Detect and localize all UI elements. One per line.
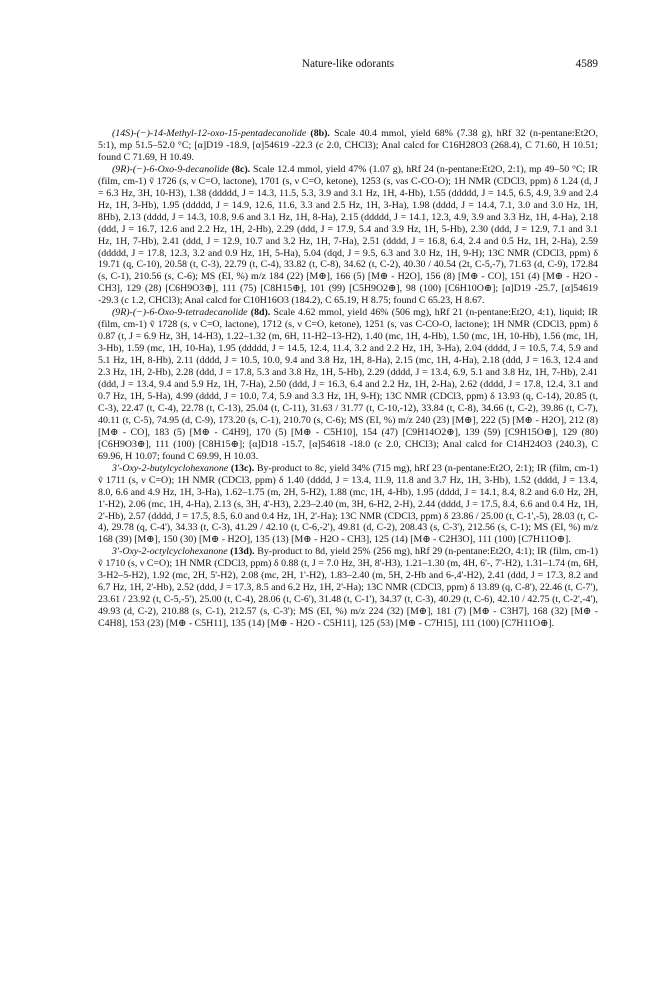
paragraph-text: By-product to 8c, yield 34% (715 mg), hRf 23 (n-pentane:Et2O, 2:1); IR (film, cm-1) ṽ 1711 (s, ν C=O); 1H NMR (CDCl3, ppm) δ 1.40 (dddd, J = 13.4, 11.9, 11.8 and 3.7 Hz, 1H, 3-Hb), 1.52 (dddd, J = 13.4, 8.0, 6.6 and 4.9 Hz, 1H, 3-Ha), 1.62–1.75 (m, 2H, 5-H2), 1.88 (mc, 1H, 4-Hb), 1.95 (dddd, J = 14.1, 8.4, 8.2 and 6.0 Hz, 2H, 1'-H2), 2.06 (mc, 1H, 4-Ha), 2.13 (s, 3H, 4'-H3), 2.23–2.40 (m, 3H, 6-H2, 2-H), 2.44 (dddd, J = 17.5, 8.4, 6.6 and 0.4 Hz, 1H, 2'-Hb), 2.57 (dddd, J = 17.5, 8.5, 6.0 and 0.4 Hz, 1H, 2'-Ha); 13C NMR (CDCl3, ppm) δ 23.86 / 25.00 (t, C-1',-5), 28.03 (t, C-4), 29.78 (q, C-4'), 34.33 (t, C-3), 41.29 / 42.10 (t, C-6,-2'), 49.81 (d, C-2), 208.43 (s, C-3'), 212.56 (s, C-1); MS (EI, %) m/z 168 (39) [M⊕], 150 (30) [M⊕ - H2O], 135 (13) [M⊕ - H2O - CH3], 125 (14) [M⊕ - C2H3O], 111 (100) [C7H11O⊕]. <box>98 462 599 546</box>
compound-code: (8c). <box>231 163 251 175</box>
compound-name: (14S)-(−)-14-Methyl-12-oxo-15-pentadecanolide <box>112 128 307 139</box>
compound-name: (9R)-(−)-6-Oxo-9-tetradecanolide <box>112 307 248 319</box>
compound-code: (8b). <box>310 128 330 139</box>
page-number: 4589 <box>575 58 598 70</box>
paragraph-text: Scale 4.62 mmol, yield 46% (506 mg), hRf 21 (n-pentane:Et2O, 4:1), liquid; IR (film, cm-1) ṽ 1728 (s, ν C=O, lactone), 1712 (s, ν C=O, ketone), 1251 (s, νas C-CO-O, lactone); 1H NMR (CDCl3, ppm) δ 0.87 (t, J = 6.9 Hz, 3H, 14-H3), 1.22–1.32 (m, 6H, 11-H2–13-H2), 1.40 (mc, 1H, 4-Hb), 1.50 (mc, 1H, 10-Hb), 1.56 (mc, 1H, 3-Hb), 1.59 (mc, 1H, 10-Ha), 1.95 (ddddd, J = 14.5, 12.4, 11.4, 3.2 and 2.2 Hz, 1H, 3-Ha), 2.04 (dddd, J = 10.5, 7.4, 5.9 and 5.1 Hz, 1H, 8-Hb), 2.11 (dddd, J = 10.5, 10.0, 9.4 and 3.8 Hz, 1H, 8-Ha), 2.15 (mc, 1H, 4-Ha), 2.18 (ddd, J = 16.3, 12.4 and 2.3 Hz, 1H, 2-Hb), 2.28 (ddd, J = 17.8, 5.3 and 3.8 Hz, 1H, 5-Hb), 2.29 (dddd, J = 13.4, 6.9, 5.1 and 3.8 Hz, 1H, 7-Hb), 2.41 (ddd, J = 13.4, 9.4 and 5.9 Hz, 1H, 7-Ha), 2.50 (ddd, J = 16.3, 6.4 and 2.2 Hz, 1H, 2-Ha), 2.62 (dddd, J = 17.8, 12.4, 3.1 and 0.7 Hz, 1H, 5-Ha), 4.99 (dddd, J = 10.0, 7.4, 5.9 and 3.3 Hz, 1H, 9-H); 13C NMR (CDCl3, ppm) δ 13.93 (q, C-14), 20.85 (t, C-3), 22.47 (t, C-4), 22.78 (t, C-13), 25.04 (t, C-11), 31.63 / 31.77 (t, C-10,-12), 33.84 (t, C-8), 34.66 (t, C-2), 39.86 (t, C-7), 40.11 (t, C-5), 74.95 (d, C-9), 173.20 (s, C-1), 210.70 (s, C-6); MS (EI, %) m/z 240 (23) [M⊕], 222 (5) [M⊕ - H2O], 212 (8) [M⊕ - CO], 183 (5) [M⊕ - C4H9], 170 (5) [M⊕ - C5H10], 154 (47) [C9H14O2⊕], 139 (59) [C9H15O⊕], 129 (80) [C6H9O3⊕], 111 (100) [C8H15⊕]; [α]D18 -15.7, [α]54618 -18.0 (c 2.0, CHCl3); Anal calcd for C14H24O3 (240.3), C 69.96, H 10.07; found C 69.99, H 10.03. <box>98 307 598 462</box>
paragraph-text: Scale 12.4 mmol, yield 47% (1.07 g), hRf 24 (n-pentane:Et2O, 2:1), mp 49–50 °C; IR (film, cm-1) ṽ 1726 (s, ν C=O, lactone), 1701 (s, ν C=O, ketone), 1253 (s, νas C-CO-O); 1H NMR (CDCl3, ppm) δ 1.24 (d, J = 6.3 Hz, 3H, 10-H3), 1.38 (ddddd, J = 14.3, 11.5, 5.3, 3.9 and 3.1 Hz, 1H, 4-Hb), 1.55 (ddddd, J = 14.5, 6.5, 4.9, 3.9 and 2.4 Hz, 1H, 3-Hb), 1.95 (ddddd, J = 14.9, 12.6, 11.6, 3.3 and 2.5 Hz, 1H, 3-Ha), 1.98 (dddd, J = 14.4, 7.1, 3.0 and 3.0 Hz, 1H, 8Hb), 2.13 (dddd, J = 14.3, 10.8, 9.6 and 3.1 Hz, 1H, 8-Ha), 2.15 (ddddd, J = 14.1, 12.3, 4.9, 3.9 and 3.3 Hz, 1H, 4-Ha), 2.18 (ddd, J = 16.7, 12.6 and 2.2 Hz, 1H, 2-Hb), 2.29 (ddd, J = 17.9, 5.4 and 3.9 Hz, 1H, 5-Hb), 2.30 (ddd, J = 12.9, 7.1 and 3.1 Hz, 1H, 7-Hb), 2.41 (ddd, J = 12.9, 10.7 and 3.2 Hz, 1H, 7-Ha), 2.51 (dddd, J = 16.8, 6.4, 2.4 and 0.5 Hz, 1H, 2-Ha), 2.59 (ddddd, J = 17.8, 12.3, 3.2 and 0.9 Hz, 1H, 5-Ha), 5.04 (dqd, J = 9.5, 6.3 and 3.0 Hz, 1H, 9-H); 13C NMR (CDCl3, ppm) δ 19.71 (q, C-10), 20.58 (t, C-3), 22.79 (t, C-4), 33.82 (t, C-8), 34.62 (t, C-2), 40.30 / 40.54 (2t, C-5,-7), 71.63 (d, C-9), 172.84 (s, C-1), 210.56 (s, C-6); MS (EI, %) m/z 184 (22) [M⊕], 166 (5) [M⊕ - H2O], 156 (8) [M⊕ - CO], 151 (4) [M⊕ - H2O - CH3], 129 (28) [C6H9O3⊕], 111 (75) [C8H15⊕], 101 (99) [C5H9O2⊕], 98 (100) [C6H10O⊕]; [α]D19 -25.7, [α]54619 -29.3 (c 1.2, CHCl3); Anal calcd for C10H16O3 (184.2), C 65.19, H 8.75; found C 65.23, H 8.67. <box>98 163 599 307</box>
compound-code: (8d). <box>250 307 271 319</box>
compound-name: 3'-Oxy-2-butylcyclohexanone <box>112 462 229 474</box>
paragraph-8c <box>98 164 598 307</box>
running-title: Nature-like odorants <box>301 58 395 70</box>
compound-code: (13d). <box>230 546 255 558</box>
paragraph-13d <box>98 546 598 630</box>
paragraph-8d <box>98 307 598 462</box>
paragraph-8b <box>98 128 598 164</box>
running-header <box>98 58 598 74</box>
paragraph-text: By-product to 8d, yield 25% (256 mg), hRf 29 (n-pentane:Et2O, 4:1); IR (film, cm-1) ṽ 1710 (s, ν C=O); 1H NMR (CDCl3, ppm) δ 0.88 (t, J = 7.0 Hz, 3H, 8'-H3), 1.21–1.30 (m, 4H, 6'-, 7'-H2), 1.31–1.74 (m, 6H, 3-H2–5-H2), 1.92 (mc, 2H, 5'-H2), 2.08 (mc, 2H, 1'-H2), 1.83–2.40 (m, 5H, 2-Hb and 6-,4'-H2), 2.41 (ddd, J = 17.3, 8.2 and 6.7 Hz, 1H, 2'-Hb), 2.52 (ddd, J = 17.3, 8.5 and 6.2 Hz, 1H, 2'-Ha); 13C NMR (CDCl3, ppm) δ 13.89 (q, C-8'), 22.46 (t, C-7'), 23.61 / 23.92 (t, C-5,-5'), 25.00 (t, C-4), 28.06 (t, C-6'), 31.48 (t, C-1'), 34.37 (t, C-3), 40.29 (t, C-6), 42.10 / 42.75 (t, C-2',-4'), 49.93 (d, C-2), 210.88 (s, C-1), 212.57 (s, C-3'); MS (EI, %) m/z 224 (32) [M⊕], 181 (7) [M⊕ - C3H7], 168 (32) [M⊕ - C4H8], 153 (23) [M⊕ - C5H11], 135 (14) [M⊕ - H2O - C5H11], 125 (53) [M⊕ - C7H15], 111 (100) [C7H11O⊕]. <box>98 546 598 630</box>
compound-name: 3'-Oxy-2-octylcyclohexanone <box>112 546 228 558</box>
compound-name: (9R)-(−)-6-Oxo-9-decanolide <box>112 163 229 175</box>
experimental-text <box>98 128 598 630</box>
paragraph-13c <box>98 463 598 547</box>
compound-code: (13c). <box>230 462 255 474</box>
paragraph-text: Scale 40.4 mmol, yield 68% (7.38 g), hRf 32 (n-pentane:Et2O, 5:1), mp 51.5–52.0 °C; [α]D19 -18.9, [α]54619 -22.3 (c 2.0, CHCl3); Anal calcd for C16H28O3 (268.4), C 71.60, H 10.51; found C 71.69, H 10.49. <box>98 128 598 163</box>
